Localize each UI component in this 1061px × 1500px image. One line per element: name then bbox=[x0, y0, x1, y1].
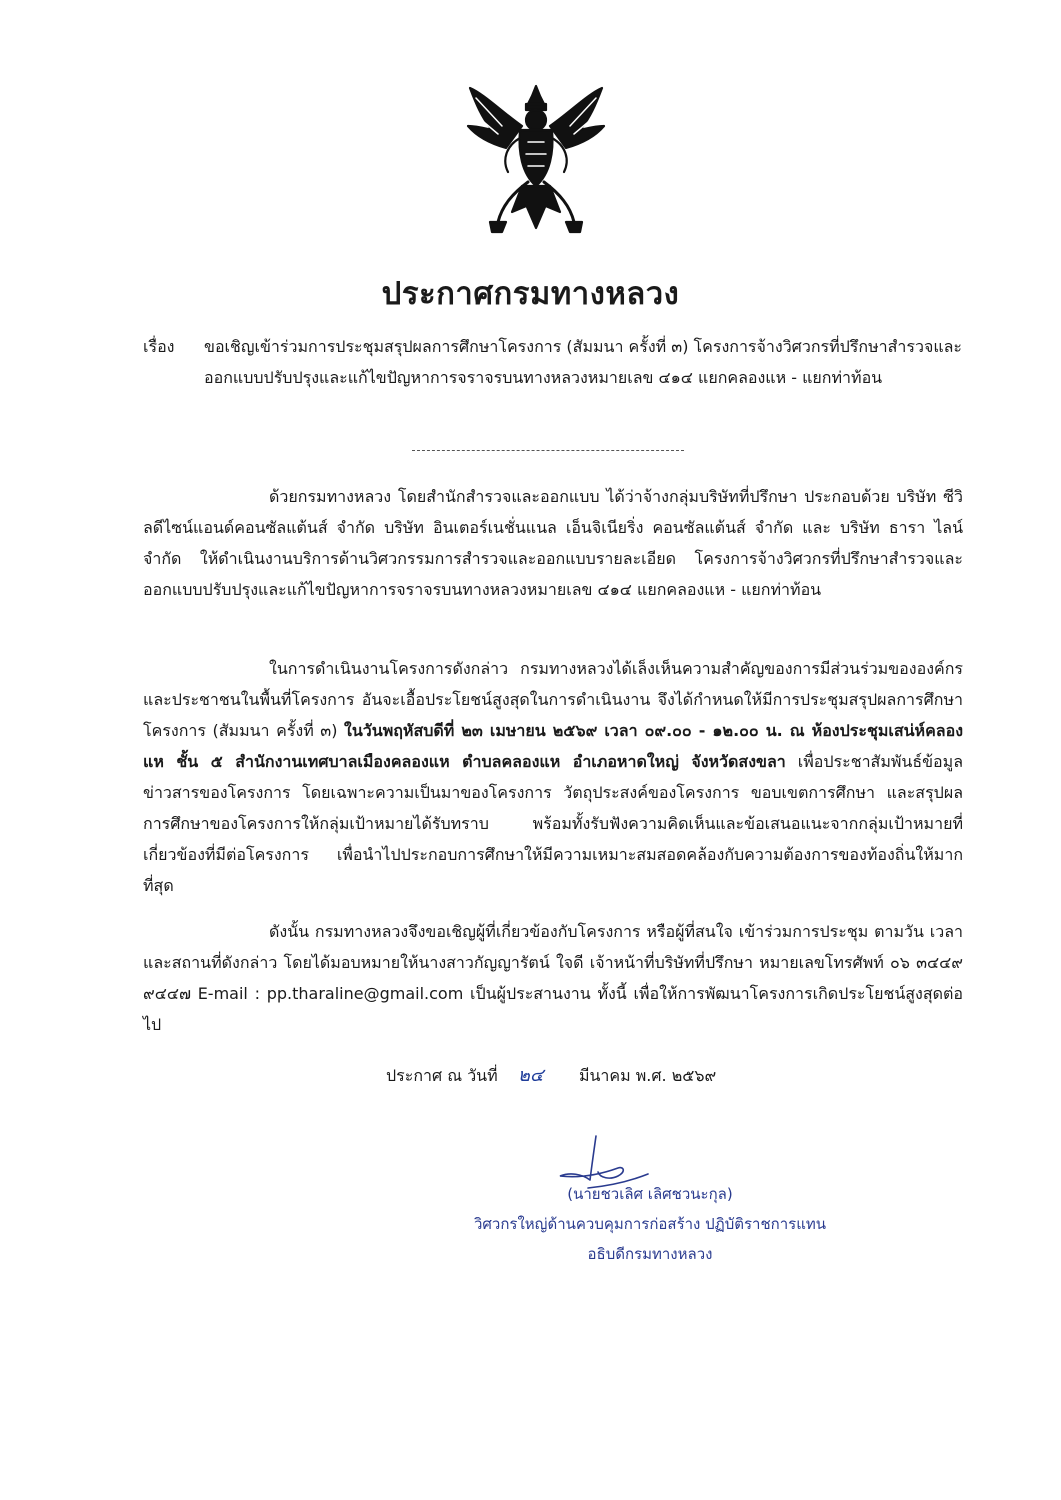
announcement-date-line bbox=[386, 1060, 716, 1091]
body-paragraph-3: ดังนั้น กรมทางหลวงจึงขอเชิญผู้ที่เกี่ยวข้องกับโครงการ หรือผู้ที่สนใจ เข้าร่วมการประชุม ตามวัน เวลา และสถานที่ดังกล่าว โดยได้มอบหมายให้นางสาวกัญญารัตน์ ใจดี เจ้าหน้าที่บริษัทที่ปรึกษา หมายเลขโทรศัพท์ ๐๖ ๓๔๔๙ ๙๔๔๗ E-mail : pp.tharaline@gmail.com เป็นผู้ประสานงาน ทั้งนี้ เพื่อให้การพัฒนาโครงการเกิดประโยชน์สูงสุดต่อไป bbox=[143, 922, 963, 1034]
body-paragraph-2 bbox=[143, 653, 963, 901]
signer-title: วิศวกรใหญ่ด้านควบคุมการก่อสร้าง ปฏิบัติราชการแทน bbox=[473, 1215, 827, 1233]
announce-day: ๒๔ bbox=[518, 1065, 544, 1086]
subject-text: ขอเชิญเข้าร่วมการประชุมสรุปผลการศึกษาโครงการ (สัมมนา ครั้งที่ ๓) โครงการจ้างวิศวกรที่ปรึกษาสำรวจและออกแบบปรับปรุงและแก้ไขปัญหาการจราจรบนทางหลวงหมายเลข ๔๑๔ แยกคลองแห - แยกท่าท้อน bbox=[204, 337, 963, 387]
subject-label: เรื่อง bbox=[143, 337, 175, 356]
signer-name: (นายชวเลิศ เลิศชวนะกุล) bbox=[567, 1185, 733, 1203]
announce-month-year: มีนาคม พ.ศ. ๒๕๖๙ bbox=[578, 1066, 717, 1085]
body-paragraph-1: ด้วยกรมทางหลวง โดยสำนักสำรวจและออกแบบ ได้ว่าจ้างกลุ่มบริษัทที่ปรึกษา ประกอบด้วย บริษัท ซีวิลดีไซน์แอนด์คอนซัลแต้นส์ จำกัด บริษัท อินเตอร์เนชั่นแนล เอ็นจิเนียริ่ง คอนซัลแต้นส์ จำกัด และ บริษัท ธารา ไลน์ จำกัด ให้ดำเนินงานบริการด้านวิศวกรรมการสำรวจและออกแบบรายละเอียด โครงการจ้างวิศวกรที่ปรึกษาสำรวจและออกแบบปรับปรุงและแก้ไขปัญหาการจราจรบนทางหลวงหมายเลข ๔๑๔ แยกคลองแห - แยกท่าท้อน bbox=[143, 487, 963, 599]
paragraph-2-purpose: เพื่อประชาสัมพันธ์ข้อมูลข่าวสารของโครงการ โดยเฉพาะความเป็นมาของโครงการ วัตถุประสงค์ของโครงการ ขอบเขตการศึกษา และสรุปผลการศึกษาของโครงการให้กลุ่มเป้าหมายได้รับทราบ พร้อมทั้งรับฟังความคิดเห็นและข้อเสนอแนะจากกลุ่มเป้าหมายที่เกี่ยวข้องที่มีต่อโครงการ เพื่อนำไปประกอบการศึกษาให้มีความเหมาะสมสอดคล้องกับความต้องการของท้องถิ่นให้มากที่สุด bbox=[143, 752, 964, 895]
announce-prefix: ประกาศ ณ วันที่ bbox=[386, 1066, 498, 1085]
dashed-divider bbox=[412, 450, 684, 451]
paragraph-2-intro: ในการดำเนินงานโครงการดังกล่าว กรมทางหลวงได้เล็งเห็นความสำคัญของการมีส่วนร่วมขององค์กรและประชาชนในพื้นที่โครงการ อันจะเอื้อประโยชน์สูงสุดในการดำเนินงาน จึงได้กำหนดให้มีการประชุมสรุปผลการศึกษาโครงการ (สัมมนา ครั้งที่ ๓) bbox=[143, 659, 963, 740]
garuda-emblem-icon bbox=[462, 82, 610, 240]
page-title: ประกาศกรมทางหลวง bbox=[381, 276, 680, 312]
signer-organization: อธิบดีกรมทางหลวง bbox=[587, 1245, 713, 1263]
meeting-details: ในวันพฤหัสบดีที่ ๒๓ เมษายน ๒๕๖๙ เวลา ๐๙.๐๐ - ๑๒.๐๐ น. ณ ห้องประชุมเสน่ห์คลองแห ชั้น ๕ สำนักงานเทศบาลเมืองคลองแห ตำบลคลองแห อำเภอหาดใหญ่ จังหวัดสงขลา bbox=[143, 721, 964, 771]
